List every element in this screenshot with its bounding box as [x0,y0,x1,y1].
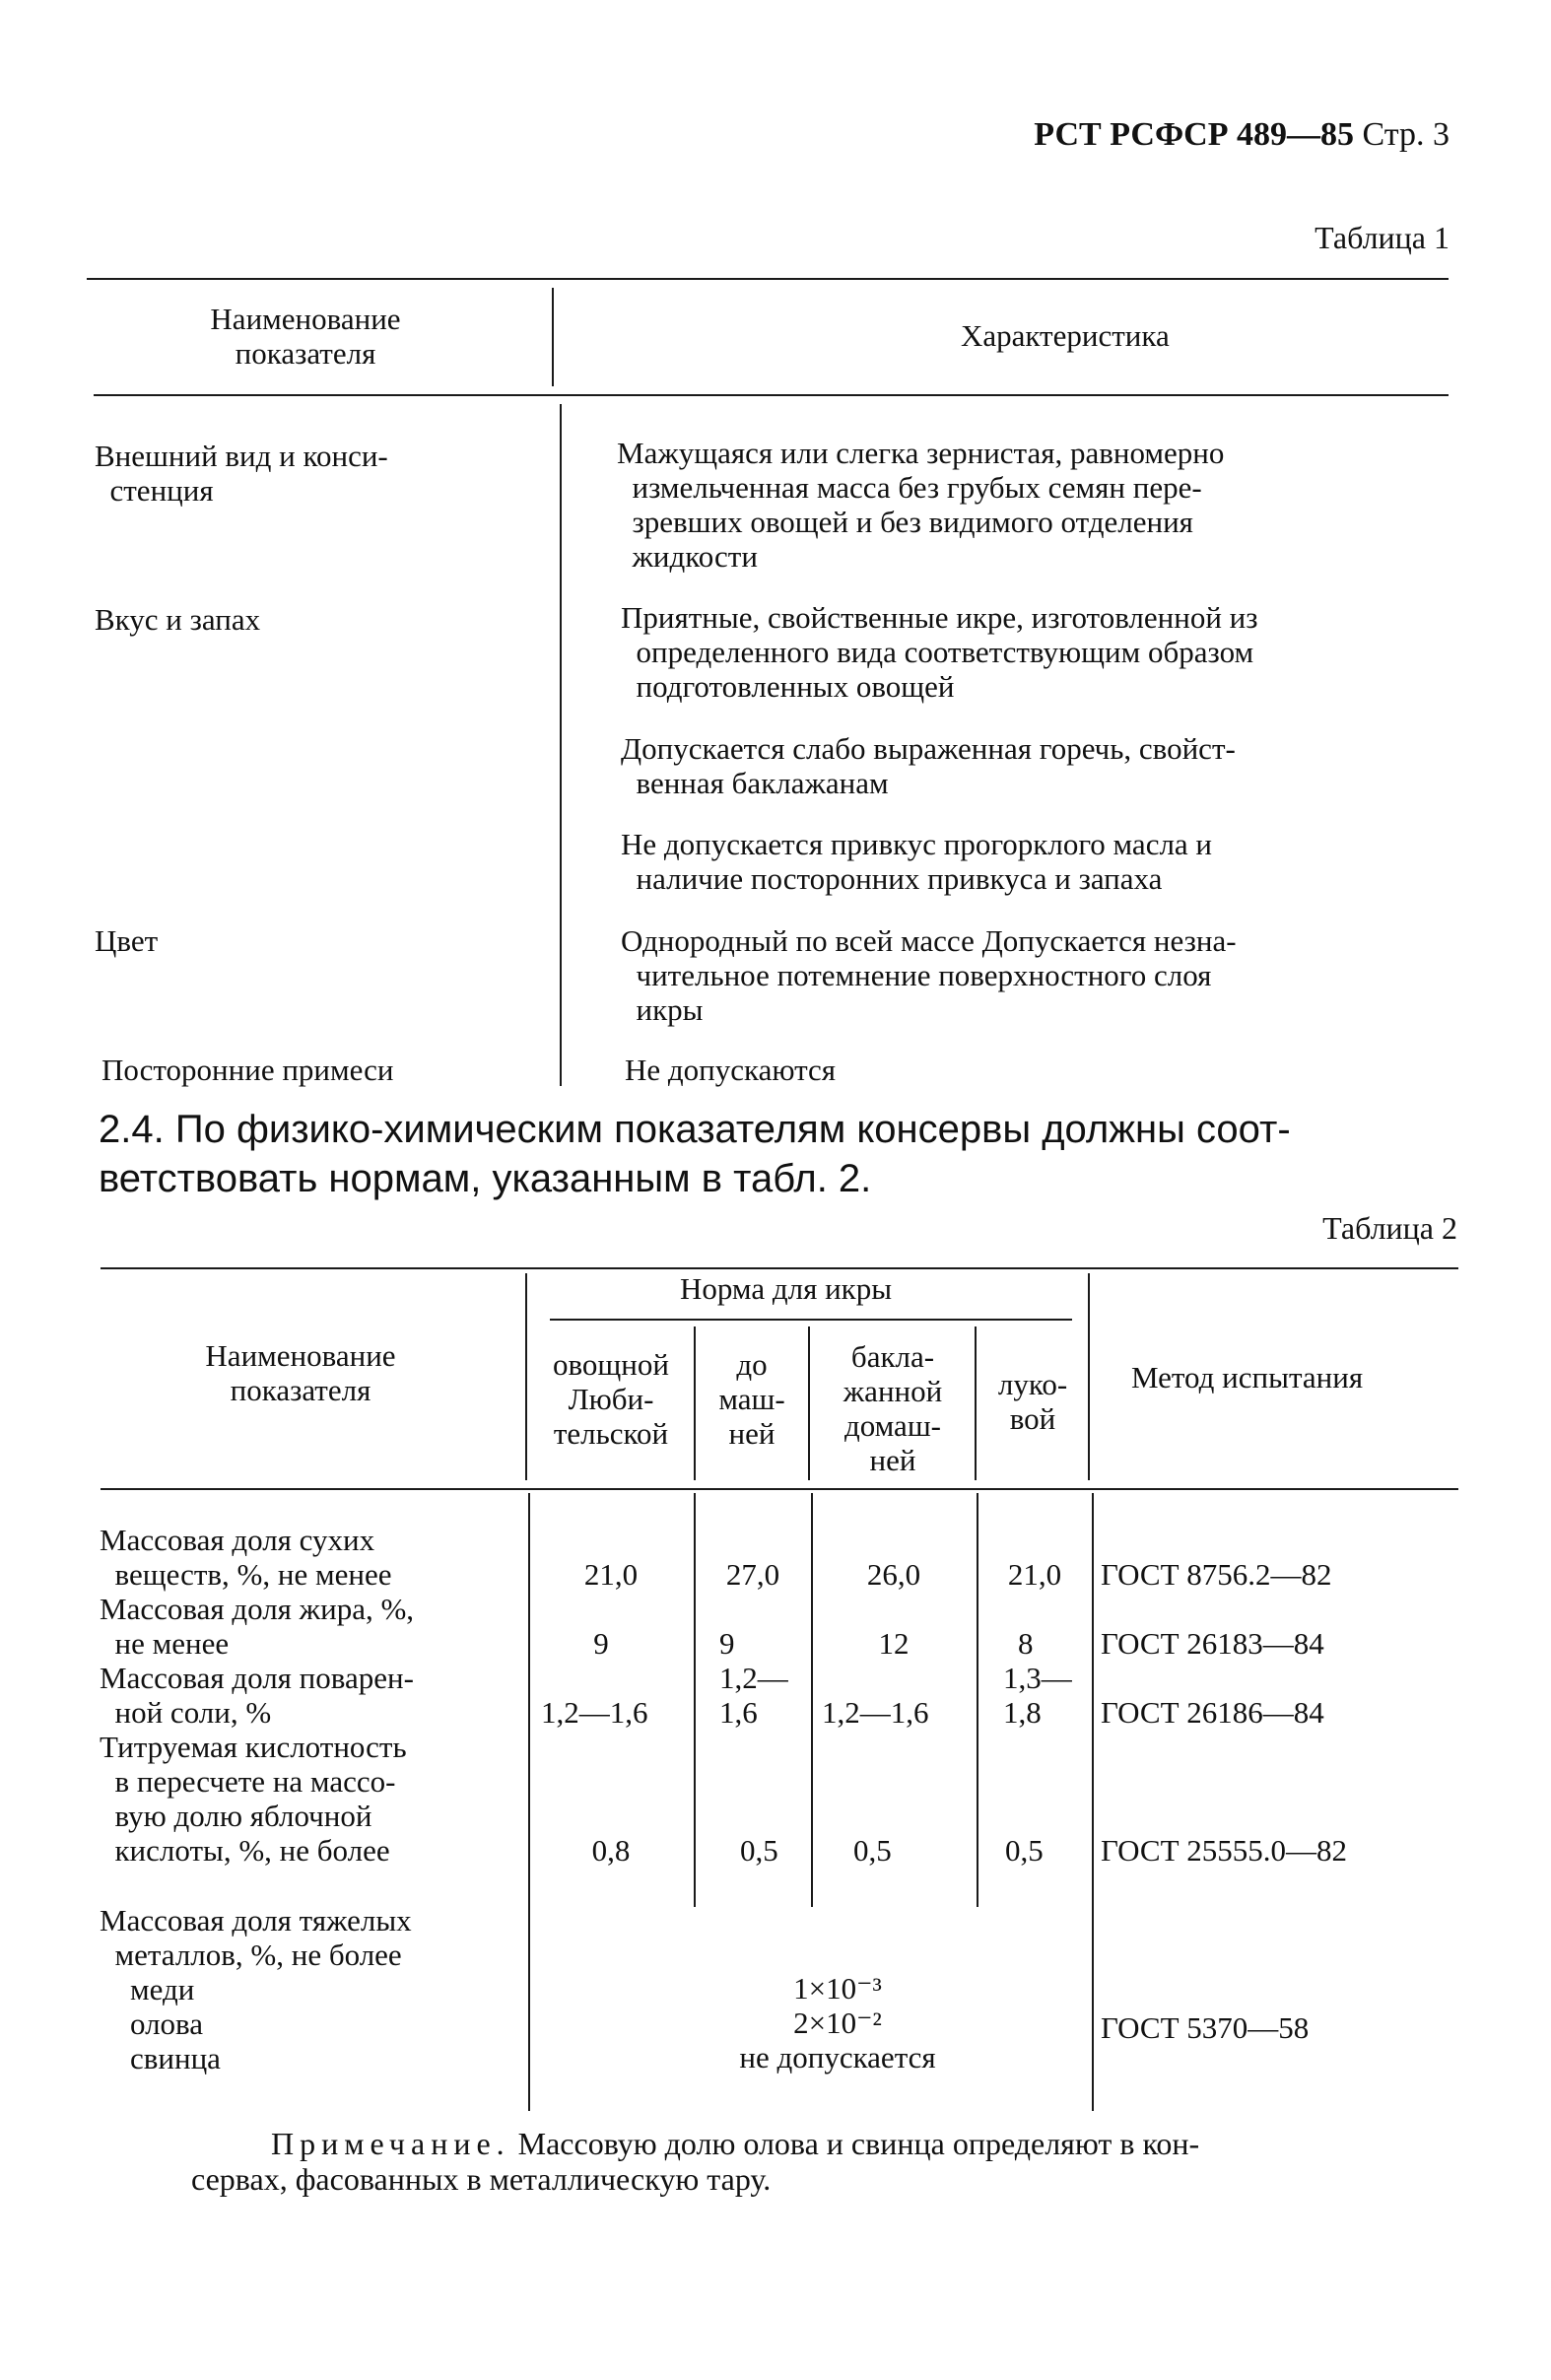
table2-note [271,2126,1199,2161]
table2-cell: 1,2—1,6 [822,1695,929,1730]
note-label: Примечание. [271,2126,510,2161]
table2-cell: 12 [878,1626,910,1661]
table2-divider [808,1326,810,1480]
table2-cell: 9 [593,1626,609,1661]
table2-method: ГОСТ 26186—84 [1101,1695,1324,1730]
table1-row-value: Однородный по всей массе Допускается незна- чительное потемнение поверхностного слоя икры [621,923,1237,1027]
table2-cell: 21,0 [1007,1557,1062,1592]
table2-col-name-header: Наименование показателя [205,1338,396,1407]
table1-col2-header: Характеристика [961,318,1170,353]
table2-cell: 1,2—1,6 [541,1695,648,1730]
table2-subheader: бакла- жанной домаш- ней [843,1339,943,1477]
table2-divider [528,1493,530,2111]
table2-top-rule [101,1267,1458,1269]
table2-cell: 0,8 [591,1833,631,1868]
table2-divider [1088,1273,1090,1480]
table1-row-value: Мажущаяся или слегка зернистая, равномерно измельченная масса без грубых семян пере- зревших овощей и без видимого отделения жидкости [617,436,1225,574]
table2-method: ГОСТ 26183—84 [1101,1626,1324,1661]
note-text: Массовую долю олова и свинца определяют в кон- [509,2126,1200,2161]
document-code: РСТ РСФСР 489—85 [1034,116,1354,153]
table2-divider [694,1326,696,1480]
table2-subheader: овощной Люби- тельской [553,1347,669,1451]
table2-row-name: Массовая доля сухих веществ, %, не менее [100,1523,392,1592]
table2-divider [811,1493,813,1907]
table1-row-value: Не допускается привкус прогорклого масла и наличие посторонних привкуса и запаха [621,827,1213,896]
table2-cell: 0,5 [853,1833,892,1868]
table2-divider [1092,1493,1094,2111]
table2-subheader: луко- вой [997,1367,1068,1436]
table1-row-name: Посторонние примеси [101,1053,394,1087]
table2-cell: 1,2— 1,6 [719,1661,788,1730]
table1-row-name: Цвет [95,923,159,958]
table2-row-name: Титруемая кислотность в пересчете на массо- вую долю яблочной кислоты, %, не более [100,1730,407,1868]
table2-cell: 0,5 [740,1833,778,1868]
table2-cell: 27,0 [725,1557,780,1592]
table2-row-name: Массовая доля жира, %, не менее [100,1592,415,1661]
table2-cell: 2×10⁻² [793,2006,882,2040]
table2-cell: 1×10⁻³ [793,1971,882,2006]
table2-cell: 0,5 [1005,1833,1044,1868]
table2-divider [525,1273,527,1480]
table2-row-name: Массовая доля тяжелых металлов, %, не более меди олова свинца [100,1903,412,2075]
table1-row-value: Не допускаются [625,1053,837,1087]
table2-method: ГОСТ 25555.0—82 [1101,1833,1348,1868]
table2-cell: 21,0 [583,1557,639,1592]
table2-divider [694,1493,696,1907]
section-2-4-paragraph: 2.4. По физико-химическим показателям консервы должны соот- ветствовать нормам, указанным в табл. 2. [99,1108,1291,1200]
table2-cell: 8 [1018,1626,1034,1661]
table1-row-name: Вкус и запах [95,602,261,637]
table1-top-rule [87,278,1449,280]
table2-divider [975,1326,977,1480]
table2-cell: не допускается [739,2040,936,2074]
table1-header-rule [94,394,1449,396]
table2-cell: 26,0 [866,1557,921,1592]
table2-cell: 1,3— 1,8 [1003,1661,1072,1730]
table2-cell: 9 [719,1626,735,1661]
table2-divider [977,1493,978,1907]
table1-col-divider-body [560,404,562,1086]
table1-row-value: Приятные, свойственные икре, изготовленной из определенного вида соответствующим образом подготовленных овощей [621,600,1258,704]
table2-note-continued: сервах, фасованных в металлическую тару. [191,2161,772,2197]
table2-norm-rule [550,1319,1072,1321]
table1-col-divider-header [552,288,554,386]
table2-method-header: Метод испытания [1131,1360,1364,1394]
table2-method: ГОСТ 5370—58 [1101,2010,1310,2045]
table2-subheader: до маш- ней [718,1347,785,1451]
table1-row-value: Допускается слабо выраженная горечь, свойст- венная баклажанам [621,731,1236,800]
page-header [1034,116,1450,154]
table2-caption: Таблица 2 [1322,1210,1457,1246]
table2-method: ГОСТ 8756.2—82 [1101,1557,1332,1592]
table1-caption: Таблица 1 [1315,220,1450,255]
table2-header-rule [101,1488,1458,1490]
table1-row-name: Внешний вид и конси- стенция [95,439,388,508]
page-number: Стр. 3 [1362,116,1450,153]
table1-col1-header: Наименование показателя [210,302,401,371]
table2-row-name: Массовая доля поварен- ной соли, % [100,1661,414,1730]
table2-norm-header: Норма для икры [680,1271,893,1306]
